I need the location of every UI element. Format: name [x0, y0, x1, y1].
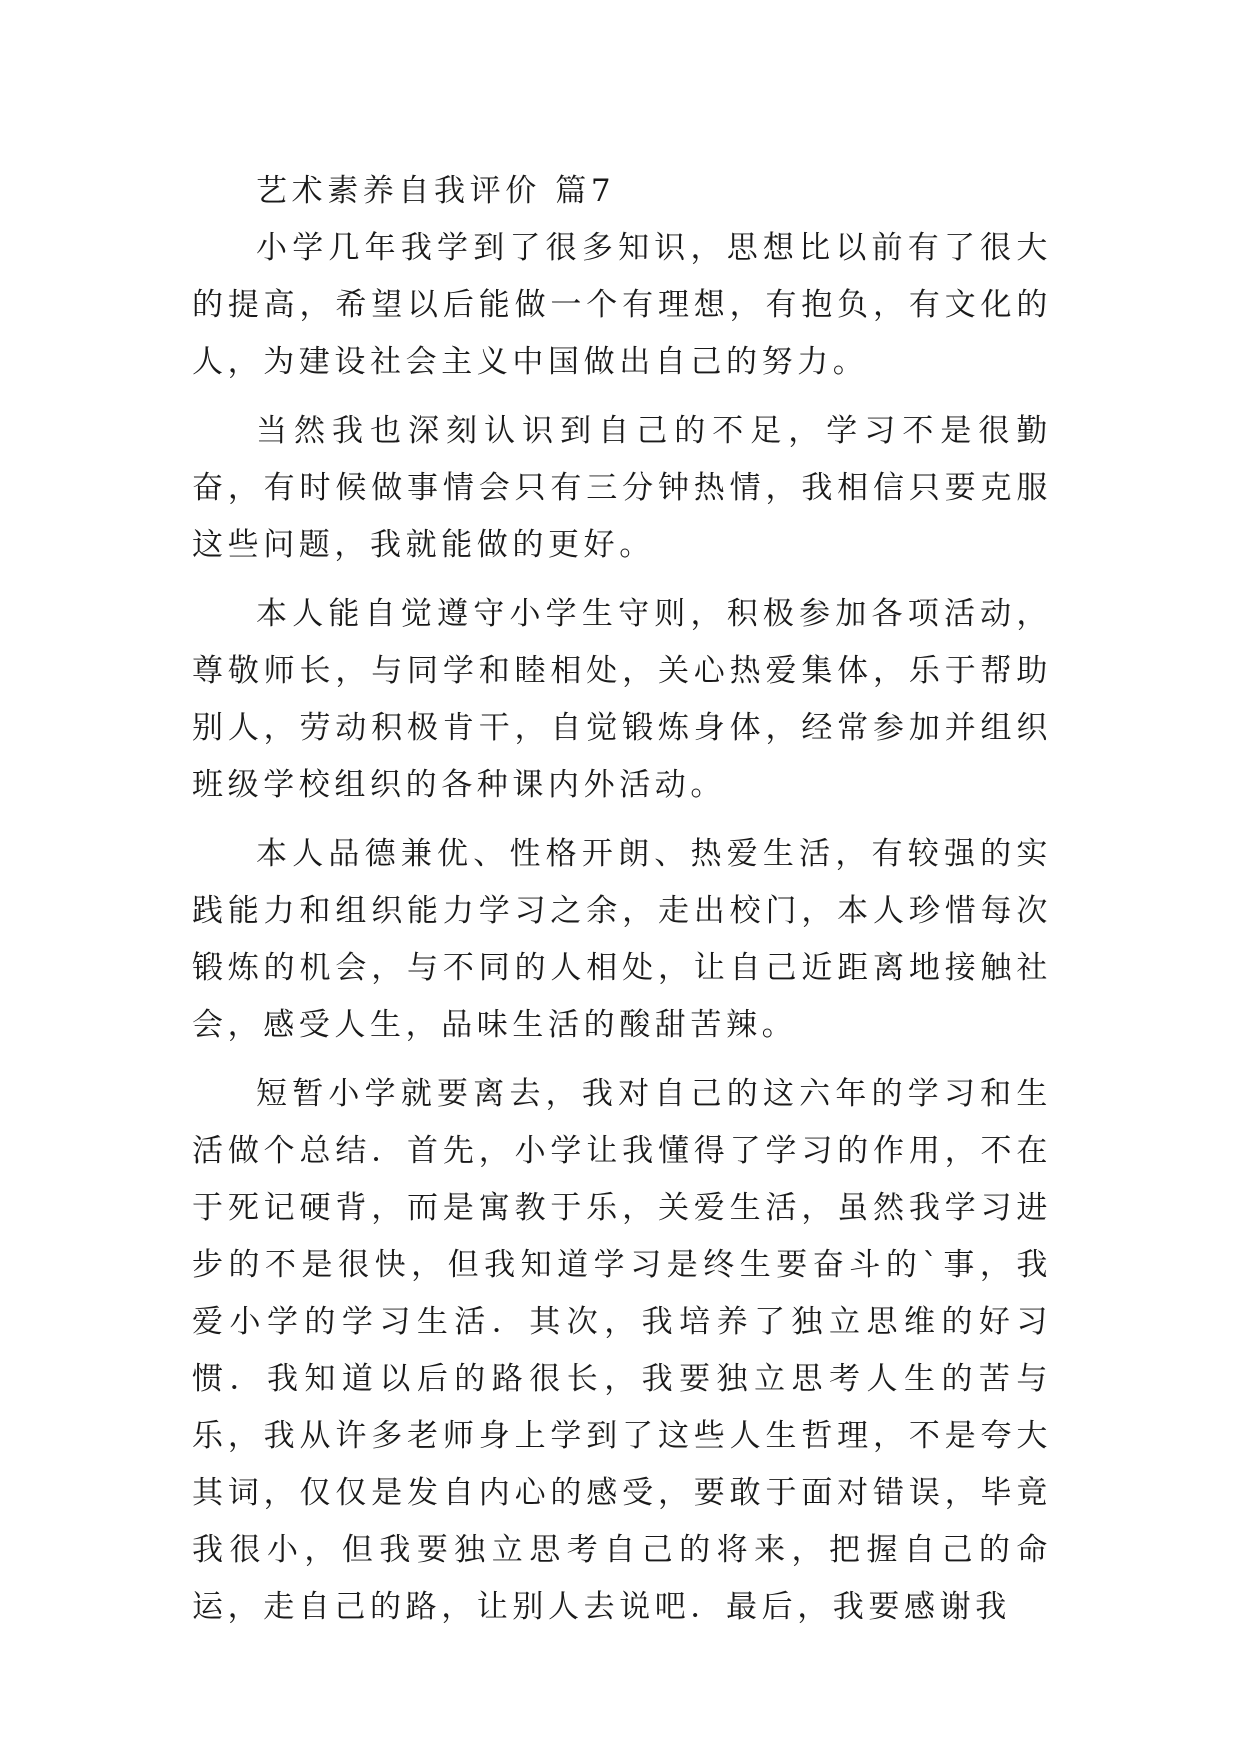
document-body [192, 163, 1052, 1648]
paragraph-1: 小学几年我学到了很多知识，思想比以前有了很大的提高，希望以后能做一个有理想，有抱负，有文化的人，为建设社会主义中国做出自己的努力。 [192, 230, 1052, 380]
paragraph-4: 本人品德兼优、性格开朗、热爱生活，有较强的实践能力和组织能力学习之余，走出校门，本人珍惜每次锻炼的机会，与不同的人相处，让自己近距离地接触社会，感受人生，品味生活的酸甜苦辣。 [192, 836, 1052, 1043]
document-title: 艺术素养自我评价 篇7 [256, 173, 616, 209]
paragraph-3: 本人能自觉遵守小学生守则，积极参加各项活动，尊敬师长，与同学和睦相处，关心热爱集体，乐于帮助别人，劳动积极肯干，自觉锻炼身体，经常参加并组织班级学校组织的各种课内外活动。 [192, 596, 1052, 803]
paragraph-2: 当然我也深刻认识到自己的不足，学习不是很勤奋，有时候做事情会只有三分钟热情，我相信只要克服这些问题，我就能做的更好。 [192, 413, 1052, 563]
paragraph-5: 短暂小学就要离去，我对自己的这六年的学习和生活做个总结．首先，小学让我懂得了学习的作用，不在于死记硬背，而是寓教于乐，关爱生活，虽然我学习进步的不是很快，但我知道学习是终生要奋斗的`事，我爱小学的学习生活．其次，我培养了独立思维的好习惯．我知道以后的路很长，我要独立思考人生的苦与乐，我从许多老师身上学到了这些人生哲理，不是夸大其词，仅仅是发自内心的感受，要敢于面对错误，毕竟我很小，但我要独立思考自己的将来，把握自己的命运，走自己的路，让别人去说吧．最后，我要感谢我 [192, 1076, 1052, 1625]
